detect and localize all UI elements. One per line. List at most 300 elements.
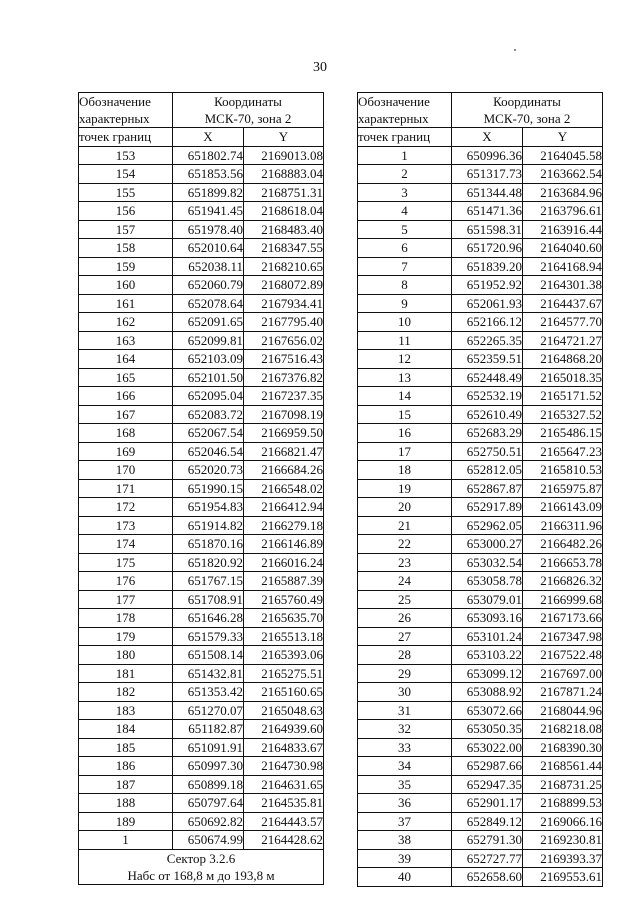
- coord-y: 2166999.68: [523, 590, 603, 609]
- header-x: X: [452, 128, 523, 147]
- table-row: [358, 276, 603, 295]
- coord-x: 653058.78: [452, 572, 523, 591]
- point-number: 153: [79, 146, 173, 165]
- coord-y: 2168072.89: [244, 276, 324, 295]
- coord-y: 2165635.70: [244, 609, 324, 628]
- point-number: 21: [358, 516, 452, 535]
- coord-x: 652060.79: [173, 276, 244, 295]
- table-row: [358, 387, 603, 406]
- coord-y: 2167516.43: [244, 350, 324, 369]
- point-number: 178: [79, 609, 173, 628]
- coord-x: 650899.18: [173, 775, 244, 794]
- point-number: 167: [79, 405, 173, 424]
- table-row: [79, 183, 324, 202]
- point-number: 33: [358, 738, 452, 757]
- point-number: 4: [358, 202, 452, 221]
- point-number: 163: [79, 331, 173, 350]
- table-row: [79, 165, 324, 184]
- point-number: 26: [358, 609, 452, 628]
- point-number: 181: [79, 664, 173, 683]
- coord-x: 651990.15: [173, 479, 244, 498]
- coord-x: 650797.64: [173, 794, 244, 813]
- point-number: 39: [358, 849, 452, 868]
- coord-y: 2167795.40: [244, 313, 324, 332]
- table-row: [358, 683, 603, 702]
- coord-x: 651954.83: [173, 498, 244, 517]
- coord-x: 653101.24: [452, 627, 523, 646]
- point-number: 7: [358, 257, 452, 276]
- coord-x: 653022.00: [452, 738, 523, 757]
- coord-x: 652061.93: [452, 294, 523, 313]
- coord-x: 652867.87: [452, 479, 523, 498]
- coord-x: 652791.30: [452, 831, 523, 850]
- coord-y: 2166143.09: [523, 498, 603, 517]
- point-number: 1: [358, 146, 452, 165]
- table-row: [358, 257, 603, 276]
- table-row: [79, 202, 324, 221]
- coord-y: 2164437.67: [523, 294, 603, 313]
- coord-y: 2169393.37: [523, 849, 603, 868]
- table-row: [79, 331, 324, 350]
- coord-y: 2166821.47: [244, 442, 324, 461]
- coord-y: 2165393.06: [244, 646, 324, 665]
- point-number: 34: [358, 757, 452, 776]
- point-number: 168: [79, 424, 173, 443]
- point-number: 8: [358, 276, 452, 295]
- table-row: [358, 350, 603, 369]
- point-number: 165: [79, 368, 173, 387]
- coord-y: 2166482.26: [523, 535, 603, 554]
- coord-y: 2168210.65: [244, 257, 324, 276]
- table-row: [79, 831, 324, 850]
- table-row: [358, 868, 603, 887]
- coord-x: 652683.29: [452, 424, 523, 443]
- header-y: Y: [244, 128, 324, 147]
- coord-y: 2164040.60: [523, 239, 603, 258]
- coord-x: 651978.40: [173, 220, 244, 239]
- coord-y: 2167347.98: [523, 627, 603, 646]
- point-number: 157: [79, 220, 173, 239]
- coordinates-table-right: [357, 92, 603, 887]
- table-row: [79, 424, 324, 443]
- point-number: 182: [79, 683, 173, 702]
- coord-y: 2163916.44: [523, 220, 603, 239]
- point-number: 161: [79, 294, 173, 313]
- table-row: [79, 239, 324, 258]
- point-number: 23: [358, 553, 452, 572]
- table-row: [79, 516, 324, 535]
- table-row: [79, 368, 324, 387]
- coord-y: 2168561.44: [523, 757, 603, 776]
- header-point-designation: Обозначение характерных: [79, 93, 173, 128]
- coord-x: 652020.73: [173, 461, 244, 480]
- table-row: [358, 646, 603, 665]
- coord-y: 2164939.60: [244, 720, 324, 739]
- point-number: 5: [358, 220, 452, 239]
- coord-x: 651952.92: [452, 276, 523, 295]
- coord-x: 653079.01: [452, 590, 523, 609]
- coord-x: 652727.77: [452, 849, 523, 868]
- table-row: [79, 146, 324, 165]
- point-number: 6: [358, 239, 452, 258]
- table-row: [358, 331, 603, 350]
- coord-y: 2166279.18: [244, 516, 324, 535]
- table-row: [358, 775, 603, 794]
- coord-y: 2168347.55: [244, 239, 324, 258]
- point-number: 22: [358, 535, 452, 554]
- coord-x: 651646.28: [173, 609, 244, 628]
- table-row: [358, 479, 603, 498]
- coord-x: 651598.31: [452, 220, 523, 239]
- point-number: 166: [79, 387, 173, 406]
- point-number: 24: [358, 572, 452, 591]
- coord-x: 652265.35: [452, 331, 523, 350]
- coord-y: 2168751.31: [244, 183, 324, 202]
- coord-x: 651708.91: [173, 590, 244, 609]
- coord-y: 2167376.82: [244, 368, 324, 387]
- point-number: 3: [358, 183, 452, 202]
- coord-y: 2164868.20: [523, 350, 603, 369]
- coord-x: 652947.35: [452, 775, 523, 794]
- coord-y: 2164631.65: [244, 775, 324, 794]
- table-row: [358, 831, 603, 850]
- point-number: 31: [358, 701, 452, 720]
- table-row: [358, 609, 603, 628]
- coord-y: 2164168.94: [523, 257, 603, 276]
- coord-y: 2169553.61: [523, 868, 603, 887]
- point-number: 179: [79, 627, 173, 646]
- table-row: [79, 535, 324, 554]
- coord-y: 2164535.81: [244, 794, 324, 813]
- table-row: [358, 535, 603, 554]
- point-number: 20: [358, 498, 452, 517]
- point-number: 156: [79, 202, 173, 221]
- point-number: 16: [358, 424, 452, 443]
- coord-y: 2165810.53: [523, 461, 603, 480]
- point-number: 188: [79, 794, 173, 813]
- coord-x: 652750.51: [452, 442, 523, 461]
- point-number: 18: [358, 461, 452, 480]
- point-number: 15: [358, 405, 452, 424]
- point-number: 154: [79, 165, 173, 184]
- coord-y: 2168883.04: [244, 165, 324, 184]
- table-row: [358, 183, 603, 202]
- table-row: [358, 239, 603, 258]
- coord-y: 2167656.02: [244, 331, 324, 350]
- coord-x: 651270.07: [173, 701, 244, 720]
- coord-x: 652103.09: [173, 350, 244, 369]
- point-number: 183: [79, 701, 173, 720]
- point-number: 175: [79, 553, 173, 572]
- table-row: [79, 572, 324, 591]
- header-point-designation: Обозначение характерных: [358, 93, 452, 128]
- coord-y: 2166548.02: [244, 479, 324, 498]
- point-number: 19: [358, 479, 452, 498]
- table-row: [358, 701, 603, 720]
- table-row: [79, 609, 324, 628]
- coord-y: 2163684.96: [523, 183, 603, 202]
- table-row: [79, 794, 324, 813]
- coord-x: 652359.51: [452, 350, 523, 369]
- coord-x: 651579.33: [173, 627, 244, 646]
- coord-x: 652917.89: [452, 498, 523, 517]
- coord-y: 2164721.27: [523, 331, 603, 350]
- coord-y: 2168044.96: [523, 701, 603, 720]
- point-number: 25: [358, 590, 452, 609]
- coord-y: 2163662.54: [523, 165, 603, 184]
- coordinates-table-left: [78, 92, 324, 885]
- point-number: 30: [358, 683, 452, 702]
- point-number: 176: [79, 572, 173, 591]
- coord-y: 2165275.51: [244, 664, 324, 683]
- coord-y: 2164833.67: [244, 738, 324, 757]
- table-row: [79, 627, 324, 646]
- table-row: [79, 664, 324, 683]
- coord-y: 2164301.38: [523, 276, 603, 295]
- coord-x: 652046.54: [173, 442, 244, 461]
- coord-x: 653032.54: [452, 553, 523, 572]
- table-row: [79, 387, 324, 406]
- coord-x: 652038.11: [173, 257, 244, 276]
- table-row: [358, 442, 603, 461]
- coord-x: 650996.36: [452, 146, 523, 165]
- coord-y: 2167871.24: [523, 683, 603, 702]
- table-row: [79, 720, 324, 739]
- coord-y: 2165048.63: [244, 701, 324, 720]
- coord-y: 2169013.08: [244, 146, 324, 165]
- coord-x: 653072.66: [452, 701, 523, 720]
- point-number: 184: [79, 720, 173, 739]
- table-row: [358, 849, 603, 868]
- table-row: [79, 757, 324, 776]
- coord-y: 2165486.15: [523, 424, 603, 443]
- point-number: 27: [358, 627, 452, 646]
- header-y: Y: [523, 128, 603, 147]
- coord-x: 651839.20: [452, 257, 523, 276]
- left-table-body: [79, 146, 324, 849]
- table-row: [79, 294, 324, 313]
- coord-y: 2163796.61: [523, 202, 603, 221]
- table-row: [358, 738, 603, 757]
- coord-x: 652166.12: [452, 313, 523, 332]
- coord-y: 2166826.32: [523, 572, 603, 591]
- coord-x: 653000.27: [452, 535, 523, 554]
- coord-x: 651853.56: [173, 165, 244, 184]
- coord-x: 652610.49: [452, 405, 523, 424]
- table-row: [79, 405, 324, 424]
- coord-x: 653099.12: [452, 664, 523, 683]
- coord-x: 650997.30: [173, 757, 244, 776]
- point-number: 10: [358, 313, 452, 332]
- coord-x: 651317.73: [452, 165, 523, 184]
- table-row: [79, 276, 324, 295]
- coord-x: 652962.05: [452, 516, 523, 535]
- coord-x: 652849.12: [452, 812, 523, 831]
- point-number: 2: [358, 165, 452, 184]
- point-number: 9: [358, 294, 452, 313]
- coord-x: 651767.15: [173, 572, 244, 591]
- coord-x: 651899.82: [173, 183, 244, 202]
- table-row: [79, 498, 324, 517]
- coord-y: 2168899.53: [523, 794, 603, 813]
- header-point-designation-line3: точек границ: [358, 128, 452, 147]
- coord-y: 2165513.18: [244, 627, 324, 646]
- table-row: [79, 350, 324, 369]
- coord-x: 651720.96: [452, 239, 523, 258]
- point-number: 159: [79, 257, 173, 276]
- point-number: 155: [79, 183, 173, 202]
- table-row: [358, 165, 603, 184]
- table-row: [358, 368, 603, 387]
- coord-y: 2167934.41: [244, 294, 324, 313]
- coord-y: 2167237.35: [244, 387, 324, 406]
- coord-y: 2169230.81: [523, 831, 603, 850]
- coord-y: 2168731.25: [523, 775, 603, 794]
- coord-x: 651802.74: [173, 146, 244, 165]
- coord-x: 652812.05: [452, 461, 523, 480]
- coord-y: 2169066.16: [523, 812, 603, 831]
- sector-footer: [79, 849, 324, 884]
- point-number: 164: [79, 350, 173, 369]
- coord-y: 2164443.57: [244, 812, 324, 831]
- coord-y: 2167098.19: [244, 405, 324, 424]
- right-table-body: [358, 146, 603, 886]
- coord-x: 651870.16: [173, 535, 244, 554]
- table-row: [358, 498, 603, 517]
- point-number: 173: [79, 516, 173, 535]
- coord-x: 652078.64: [173, 294, 244, 313]
- table-row: [79, 553, 324, 572]
- sector-height-range: Набс от 168,8 м до 193,8 м: [127, 867, 275, 883]
- table-row: [79, 461, 324, 480]
- coord-y: 2167522.48: [523, 646, 603, 665]
- point-number: 11: [358, 331, 452, 350]
- coord-x: 652095.04: [173, 387, 244, 406]
- table-row: [79, 442, 324, 461]
- table-row: [79, 479, 324, 498]
- point-number: 171: [79, 479, 173, 498]
- coord-x: 651471.36: [452, 202, 523, 221]
- table-row: [79, 590, 324, 609]
- coord-x: 650674.99: [173, 831, 244, 850]
- coord-x: 653050.35: [452, 720, 523, 739]
- point-number: 13: [358, 368, 452, 387]
- coord-y: 2166653.78: [523, 553, 603, 572]
- coord-y: 2168390.30: [523, 738, 603, 757]
- table-row: [79, 701, 324, 720]
- table-row: [79, 646, 324, 665]
- point-number: 160: [79, 276, 173, 295]
- point-number: 32: [358, 720, 452, 739]
- coord-x: 651344.48: [452, 183, 523, 202]
- point-number: 1: [79, 831, 173, 850]
- coord-x: 652083.72: [173, 405, 244, 424]
- coord-y: 2166146.89: [244, 535, 324, 554]
- coord-y: 2165018.35: [523, 368, 603, 387]
- coord-y: 2168618.04: [244, 202, 324, 221]
- coord-x: 653093.16: [452, 609, 523, 628]
- coord-y: 2165327.52: [523, 405, 603, 424]
- point-number: 14: [358, 387, 452, 406]
- coord-x: 652091.65: [173, 313, 244, 332]
- coord-y: 2166684.26: [244, 461, 324, 480]
- header-point-designation-line3: точек границ: [79, 128, 173, 147]
- coord-x: 650692.82: [173, 812, 244, 831]
- coord-y: 2166016.24: [244, 553, 324, 572]
- coord-x: 652658.60: [452, 868, 523, 887]
- coord-y: 2165160.65: [244, 683, 324, 702]
- page-number: 30: [313, 60, 327, 75]
- coord-y: 2164428.62: [244, 831, 324, 850]
- table-row: [358, 664, 603, 683]
- table-row: [358, 812, 603, 831]
- table-row: [358, 461, 603, 480]
- table-row: [79, 257, 324, 276]
- table-row: [358, 757, 603, 776]
- coord-y: 2167173.66: [523, 609, 603, 628]
- point-number: 177: [79, 590, 173, 609]
- coord-x: 651941.45: [173, 202, 244, 221]
- table-row: [79, 738, 324, 757]
- table-row: [358, 720, 603, 739]
- table-row: [358, 424, 603, 443]
- point-number: 186: [79, 757, 173, 776]
- point-number: 170: [79, 461, 173, 480]
- table-row: [358, 590, 603, 609]
- coord-y: 2165647.23: [523, 442, 603, 461]
- coord-x: 652987.66: [452, 757, 523, 776]
- point-number: 29: [358, 664, 452, 683]
- coord-x: 652099.81: [173, 331, 244, 350]
- coord-y: 2168218.08: [523, 720, 603, 739]
- point-number: 174: [79, 535, 173, 554]
- coord-y: 2165171.52: [523, 387, 603, 406]
- point-number: 187: [79, 775, 173, 794]
- table-row: [79, 220, 324, 239]
- sector-title: Сектор 3.2.6: [166, 850, 236, 866]
- point-number: 37: [358, 812, 452, 831]
- coord-y: 2166311.96: [523, 516, 603, 535]
- table-row: [358, 146, 603, 165]
- point-number: 172: [79, 498, 173, 517]
- table-row: [358, 202, 603, 221]
- point-number: 17: [358, 442, 452, 461]
- point-number: 12: [358, 350, 452, 369]
- coord-y: 2166959.50: [244, 424, 324, 443]
- point-number: 169: [79, 442, 173, 461]
- coord-x: 653103.22: [452, 646, 523, 665]
- coord-x: 651820.92: [173, 553, 244, 572]
- table-row: [358, 220, 603, 239]
- table-row: [358, 516, 603, 535]
- coord-x: 652101.50: [173, 368, 244, 387]
- coord-x: 652448.49: [452, 368, 523, 387]
- coord-x: 651914.82: [173, 516, 244, 535]
- coord-y: 2168483.40: [244, 220, 324, 239]
- point-number: 28: [358, 646, 452, 665]
- header-coordinates: Координаты МСК-70, зона 2: [173, 93, 324, 128]
- coord-x: 652010.64: [173, 239, 244, 258]
- coord-y: 2165887.39: [244, 572, 324, 591]
- table-row: [358, 405, 603, 424]
- table-row: [79, 812, 324, 831]
- table-row: [358, 553, 603, 572]
- table-row: [79, 683, 324, 702]
- coord-x: 653088.92: [452, 683, 523, 702]
- table-row: [358, 627, 603, 646]
- point-number: 162: [79, 313, 173, 332]
- coord-x: 652067.54: [173, 424, 244, 443]
